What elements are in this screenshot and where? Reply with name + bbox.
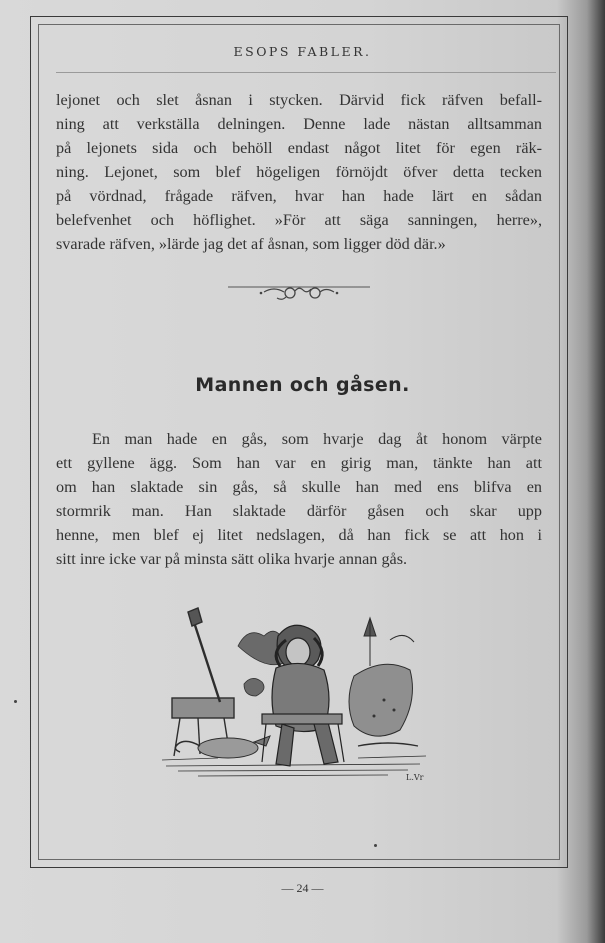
- text-line: ett gyllene ägg. Som han var en girig man, tänkte han att: [56, 454, 542, 472]
- text-line: på lejonets sida och behöll endast något litet för egen räk-: [56, 139, 542, 157]
- engraving-man-with-dead-goose: [158, 606, 430, 784]
- text-line: på vördnad, frågade räfven, hvar han hade lärt en sådan: [56, 187, 542, 205]
- running-head: ESOPS FABLER.: [233, 44, 372, 59]
- fable-title: Mannen och gåsen.: [195, 374, 410, 396]
- text-line: belefvenhet och höflighet. »För att säga sanningen, herre»,: [56, 211, 542, 229]
- fleuron-ornament: [228, 281, 370, 303]
- paragraph-continued-fable: [56, 88, 542, 256]
- page-number: — 24 —: [281, 881, 324, 895]
- paragraph-fable-text: [56, 427, 542, 571]
- text-line: stormrik man. Han slaktade därför gåsen och skar upp: [56, 502, 542, 520]
- text-line: En man hade en gås, som hvarje dag åt honom värpte: [92, 430, 542, 448]
- text-line: henne, men blef ej litet nedslagen, då han fick se att hon i: [56, 526, 542, 544]
- artist-signature: L.Vr: [406, 773, 424, 782]
- ink-speck: [14, 700, 17, 703]
- text-line: ning att verkställa delningen. Denne lade nästan alltsamman: [56, 115, 542, 133]
- text-line: lejonet och slet åsnan i stycken. Därvid fick räfven befall-: [56, 91, 542, 109]
- text-line: om han slaktade sin gås, så skulle han med ens blifva en: [56, 478, 542, 496]
- text-line: sitt inre icke var på minsta sätt olika hvarje annan gås.: [56, 550, 408, 568]
- text-line: svarade räfven, »lärde jag det af åsnan, som ligger död där.»: [56, 235, 446, 253]
- ink-speck: [374, 844, 377, 847]
- header-rule: [56, 72, 556, 73]
- text-line: ning. Lejonet, som blef högeligen förnöjdt öfver detta tecken: [56, 163, 542, 181]
